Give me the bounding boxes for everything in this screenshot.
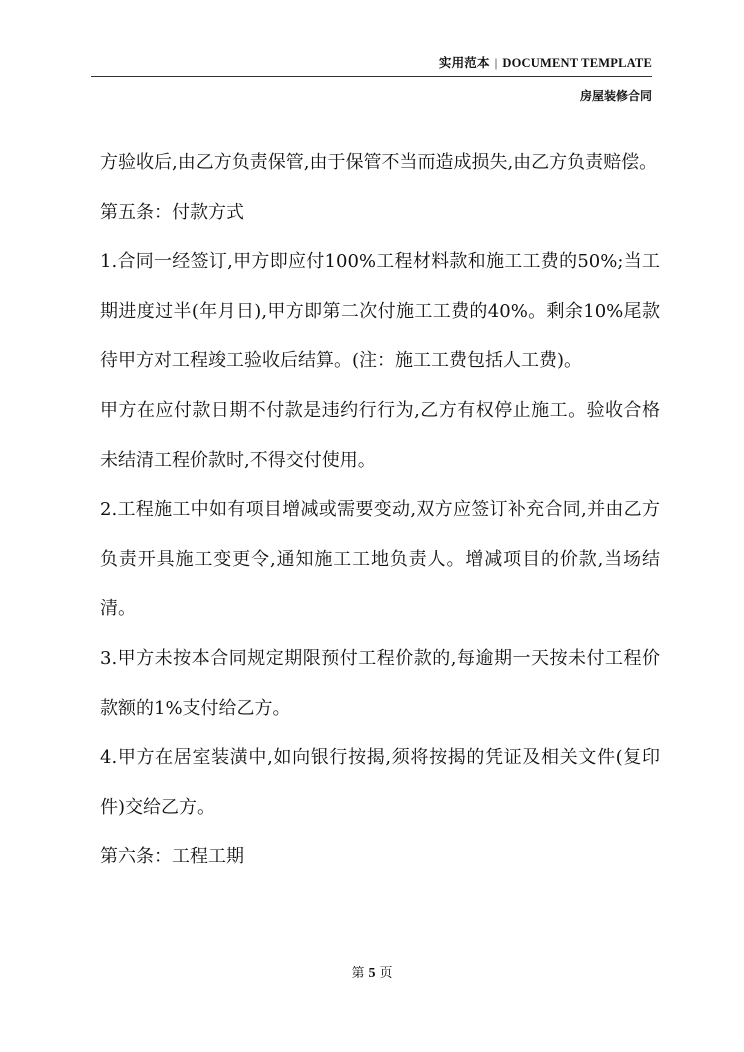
footer-suffix: 页 [379,966,393,981]
paragraph-clause-1-default: 甲方在应付款日期不付款是违约行行为,乙方有权停止施工。验收合格未结清工程价款时,不得交付使用。 [100,399,660,471]
section-heading-6: 第六条：工程工期 [100,846,244,868]
paragraph-clause-3: 3.甲方未按本合同规定期限预付工程价款的,每逾期一天按未付工程价款额的1%支付给乙方。 [100,647,660,719]
paragraph-clause-1: 1.合同一经签订,甲方即应付100%工程材料款和施工工费的50%;当工期进度过半(年月日),甲方即第二次付施工工费的40%。剩余10%尾款待甲方对工程竣工验收后结算。(注：施工工费包括人工费)。 [100,251,660,372]
header-divider [91,76,652,77]
page-number: 5 [368,966,376,981]
header-brand: 实用范本 [438,56,490,70]
page-footer [0,962,744,982]
header-separator: | [494,56,498,70]
document-body [100,138,660,882]
document-title: 房屋装修合同 [579,89,652,103]
paragraph-clause-4: 4.甲方在居室装潢中,如向银行按揭,须将按揭的凭证及相关文件(复印件)交给乙方。 [100,747,660,818]
footer-prefix: 第 [351,966,365,981]
paragraph-1: 方验收后,由乙方负责保管,由于保管不当而造成损失,由乙方负责赔偿。 [100,152,658,173]
section-heading-5: 第五条：付款方式 [100,201,244,223]
header-brand-line [439,53,652,71]
header-template-label: DOCUMENT TEMPLATE [502,56,652,70]
paragraph-clause-2: 2.工程施工中如有项目增减或需要变动,双方应签订补充合同,并由乙方负责开具施工变更令,通知施工工地负责人。增减项目的价款,当场结清。 [100,499,660,620]
